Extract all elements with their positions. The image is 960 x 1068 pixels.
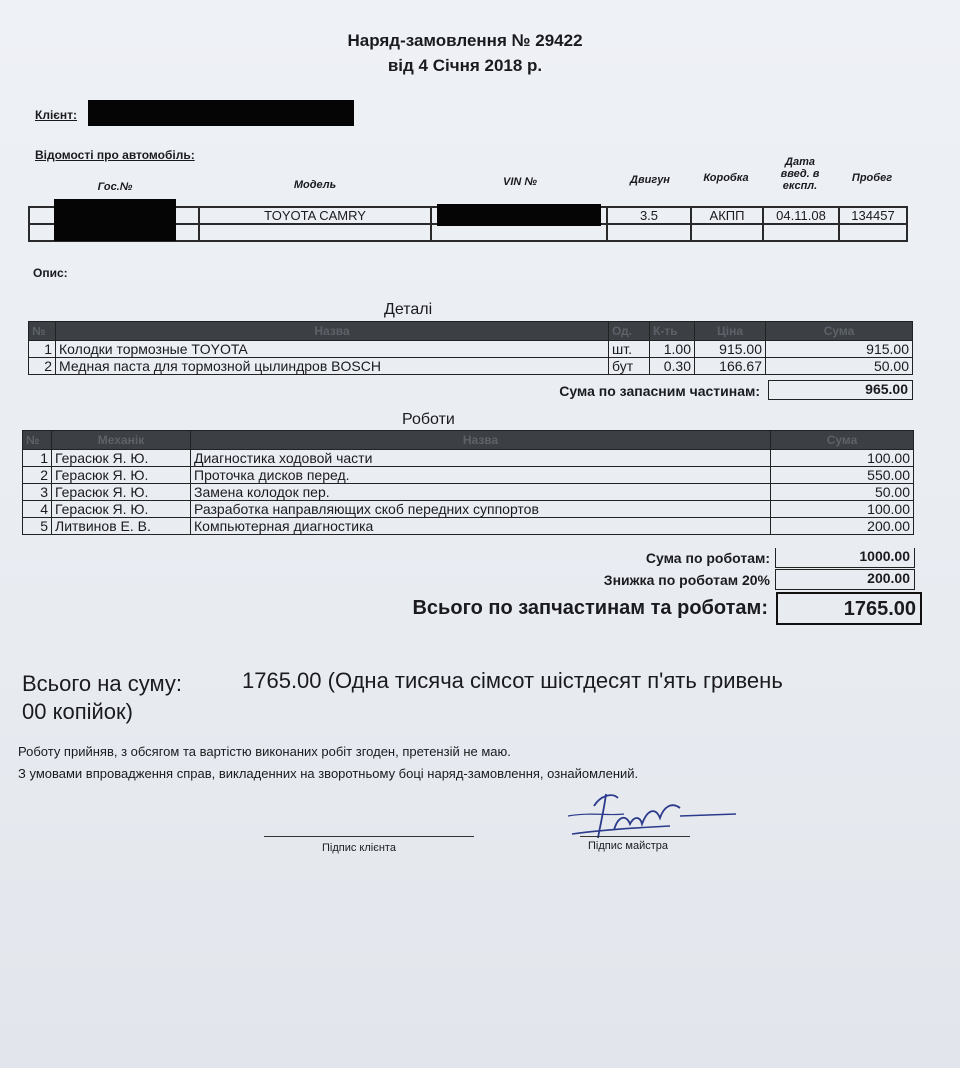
order-title: Наряд-замовлення № 29422 (347, 31, 583, 50)
col-gearbox: Коробка (703, 172, 749, 184)
works-discount-label: Знижка по роботам 20% (603, 572, 770, 588)
master-signature-line (580, 836, 690, 837)
works-col-name: Назва (191, 431, 771, 450)
sum-words-text-2: 00 копійок) (22, 699, 133, 724)
master-signature-caption: Підпис майстра (588, 840, 669, 852)
grand-total-value: 1765.00 (776, 592, 922, 625)
grand-total-label: Всього по запчастинам та роботам: (412, 597, 768, 619)
order-date: від 4 Січня 2018 р. (387, 56, 543, 75)
works-col-sum: Сума (771, 431, 914, 450)
works-discount-value: 200.00 (775, 569, 915, 590)
parts-col-qty: К-ть (650, 322, 695, 341)
parts-col-name: Назва (56, 322, 609, 341)
col-vin: VIN № (503, 176, 537, 188)
car-gearbox: АКПП (691, 207, 763, 224)
works-total-label: Сума по роботам: (645, 550, 770, 566)
parts-title: Деталі (384, 301, 433, 318)
plate-redaction (54, 199, 176, 241)
parts-col-sum: Сума (766, 322, 913, 341)
parts-col-unit: Од. (609, 322, 650, 341)
car-section-label: Відомості про автомобіль: (35, 148, 195, 162)
table-row: 1 Герасюк Я. Ю. Диагностика ходовой части 100.00 (23, 450, 914, 467)
parts-total-value: 965.00 (768, 380, 913, 400)
car-model: TOYOTA CAMRY (199, 207, 431, 224)
col-plate: Гос.№ (97, 181, 133, 193)
car-mileage: 134457 (839, 207, 907, 224)
works-title: Роботи (402, 411, 455, 428)
works-table (22, 430, 914, 535)
client-redaction (88, 100, 354, 126)
col-model: Модель (293, 179, 337, 191)
works-total-value: 1000.00 (775, 548, 915, 568)
parts-total-label: Сума по запасним частинам: (559, 383, 760, 399)
table-row: 5 Литвинов Е. В. Компьютерная диагностика 200.00 (23, 518, 914, 535)
sum-words-label: Всього на суму: (22, 671, 182, 696)
parts-col-price: Ціна (695, 322, 766, 341)
parts-col-no: № (29, 322, 56, 341)
acceptance-note: Роботу прийняв, з обсягом та вартістю виконаних робіт згоден, претензій не маю. (18, 744, 511, 759)
table-row: 4 Герасюк Я. Ю. Разработка направляющих скоб передних суппортов 100.00 (23, 501, 914, 518)
client-signature-line (264, 836, 474, 837)
works-col-no: № (23, 431, 52, 450)
table-row: 2 Герасюк Я. Ю. Проточка дисков перед. 550.00 (23, 467, 914, 484)
table-row: 2 Медная паста для тормозной цылиндров BOSCH бут 0.30 166.67 50.00 (29, 358, 913, 375)
col-mileage: Пробег (851, 172, 893, 184)
col-date: Дата введ. в експл. (780, 156, 820, 192)
client-label: Клієнт: (35, 108, 78, 122)
table-row: 1 Колодки тормозные TOYOTA шт. 1.00 915.00 915.00 (29, 341, 913, 358)
description-label: Опис: (33, 266, 68, 280)
terms-note: З умовами впровадження справ, викладенних на зворотньому боці наряд-замовлення, ознайомлений. (18, 766, 639, 781)
parts-table (28, 321, 913, 375)
car-engine: 3.5 (607, 207, 691, 224)
vin-redaction (437, 204, 601, 226)
table-row: 3 Герасюк Я. Ю. Замена колодок пер. 50.00 (23, 484, 914, 501)
car-date: 04.11.08 (763, 207, 839, 224)
col-engine: Двигун (630, 174, 670, 186)
works-col-mechanic: Механік (52, 431, 191, 450)
client-signature-caption: Підпис клієнта (322, 842, 396, 854)
sum-words-text: 1765.00 (Одна тисяча сімсот шістдесят п'ять гривень (242, 668, 783, 693)
